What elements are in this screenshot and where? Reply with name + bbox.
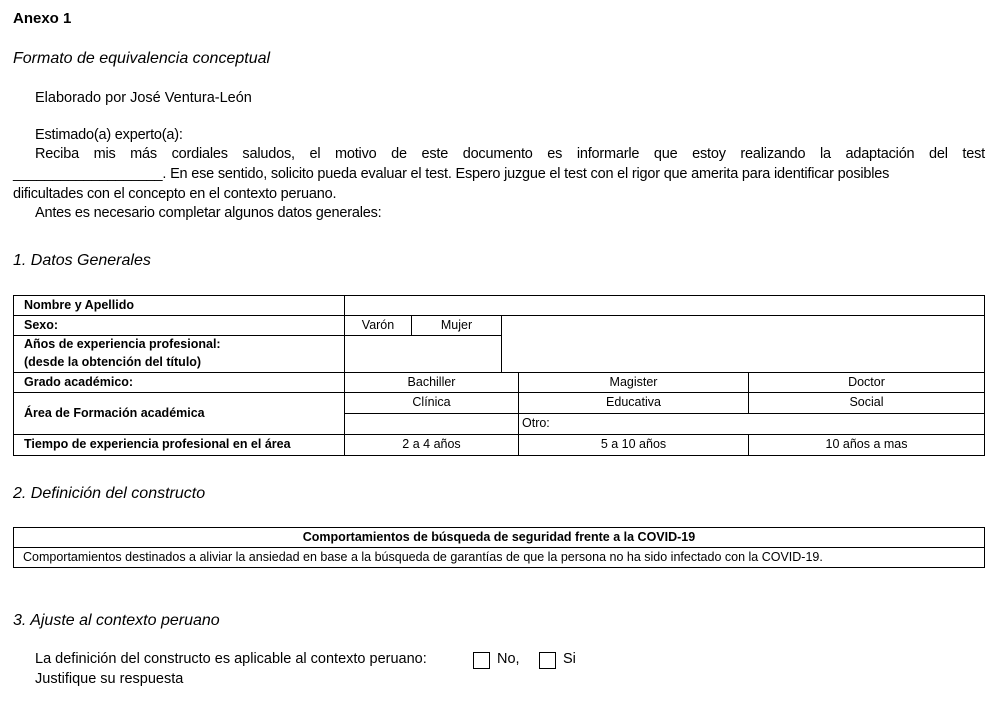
construct-definition: Comportamientos destinados a aliviar la ansiedad en base a la búsqueda de garantías de que la persona no ha sido infectado con la COVID-19.	[23, 550, 823, 564]
intro-line-4: Antes es necesario completar algunos datos generales:	[35, 205, 382, 221]
sex-label: Sexo:	[24, 318, 59, 332]
sex-option-female[interactable]: Mujer	[440, 318, 473, 332]
degree-option-bachiller[interactable]: Bachiller	[407, 375, 456, 389]
area-option-educativa[interactable]: Educativa	[606, 395, 661, 409]
section-1-title: 1. Datos Generales	[13, 252, 151, 269]
intro-line-1: Reciba mis más cordiales saludos, el motivo de este documento es informarle que estoy realizando la adaptación del test	[35, 146, 985, 162]
test-name-blank[interactable]: ___________________	[13, 166, 163, 182]
checkbox-si[interactable]	[539, 652, 556, 669]
option-no-label: No,	[497, 651, 520, 667]
sex-option-male[interactable]: Varón	[361, 318, 395, 332]
intro-line-3: dificultades con el concepto en el contexto peruano.	[13, 186, 337, 202]
experience-years-field[interactable]	[345, 336, 501, 372]
time-option-5-10[interactable]: 5 a 10 años	[600, 437, 667, 451]
section-2-title: 2. Definición del constructo	[13, 485, 206, 502]
area-other-field[interactable]	[560, 414, 984, 433]
experience-label: Años de experiencia profesional: (desde la obtención del título)	[24, 337, 221, 369]
degree-option-magister[interactable]: Magister	[609, 375, 658, 389]
annex-title: Anexo 1	[13, 10, 72, 27]
area-label: Área de Formación académica	[24, 406, 205, 420]
author-line: Elaborado por José Ventura-León	[35, 90, 252, 106]
section-3-title: 3. Ajuste al contexto peruano	[13, 612, 220, 629]
justify-prompt: Justifique su respuesta	[35, 671, 184, 687]
area-option-clinica[interactable]: Clínica	[412, 395, 451, 409]
name-label: Nombre y Apellido	[24, 298, 134, 312]
time-option-2-4[interactable]: 2 a 4 años	[402, 437, 461, 451]
time-label: Tiempo de experiencia profesional en el área	[24, 437, 291, 451]
name-field[interactable]	[345, 296, 984, 315]
area-option-social[interactable]: Social	[849, 395, 884, 409]
area-other-label: Otro:	[522, 416, 550, 430]
option-si-label: Si	[563, 651, 576, 667]
time-option-10-plus[interactable]: 10 años a mas	[825, 437, 908, 451]
checkbox-no[interactable]	[473, 652, 490, 669]
document-subtitle: Formato de equivalencia conceptual	[13, 50, 271, 67]
greeting: Estimado(a) experto(a):	[35, 127, 183, 143]
construct-name: Comportamientos de búsqueda de seguridad frente a la COVID-19	[302, 530, 696, 544]
applicability-question: La definición del constructo es aplicable al contexto peruano:	[35, 651, 427, 667]
degree-option-doctor[interactable]: Doctor	[848, 375, 885, 389]
degree-label: Grado académico:	[24, 375, 134, 389]
intro-line-2: ___________________. En ese sentido, solicito pueda evaluar el test. Espero juzgue el test con el rigor que amerita para identificar posibles	[13, 166, 890, 182]
